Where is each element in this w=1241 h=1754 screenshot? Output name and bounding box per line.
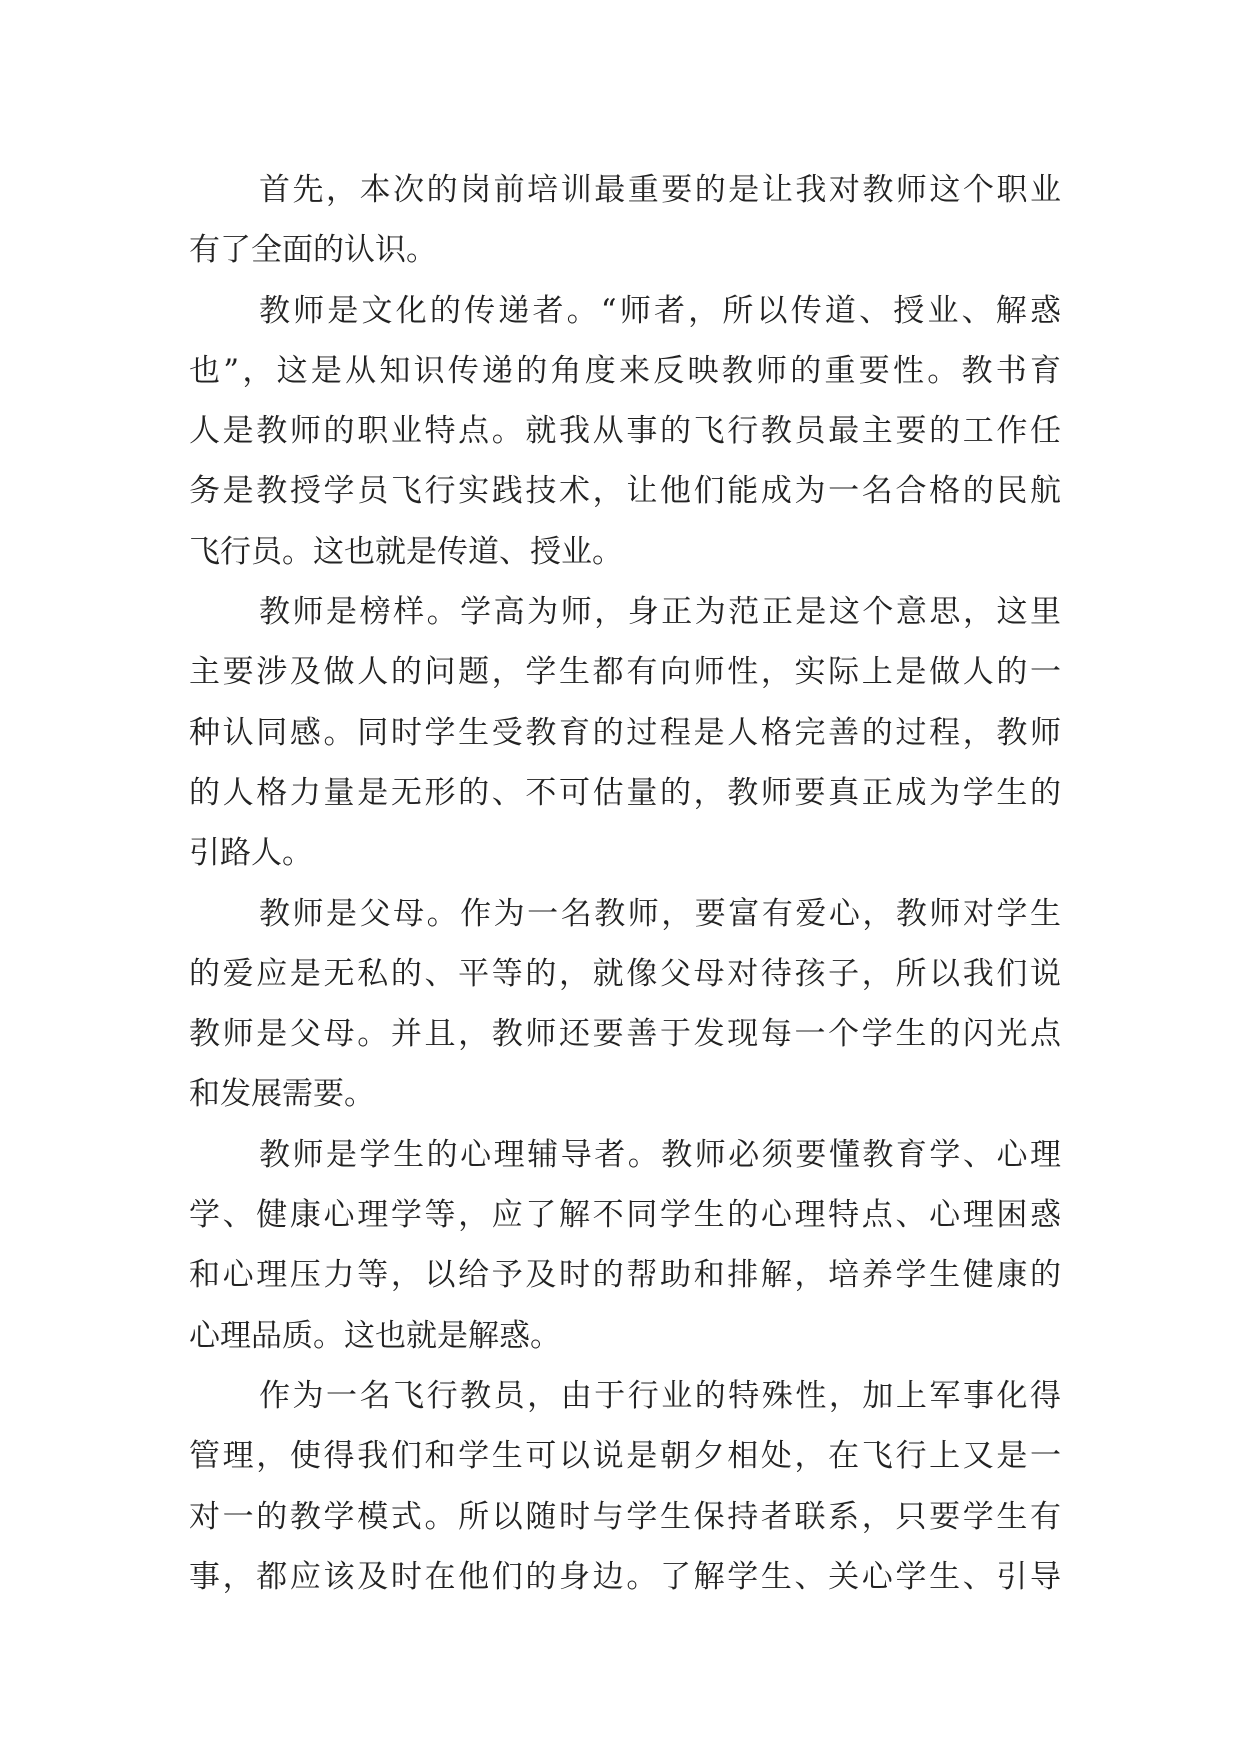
paragraph-line: 教师是文化的传递者。“师者，所以传道、授业、解惑 [259,292,1061,329]
paragraph-line: 种认同感。同时学生受教育的过程是人格完善的过程，教师 [189,714,1061,751]
paragraph-line: 人是教师的职业特点。就我从事的飞行教员最主要的工作任 [189,413,1061,450]
paragraph-line: 引路人。 [189,835,313,872]
paragraph-line: 管理，使得我们和学生可以说是朝夕相处，在飞行上又是一 [189,1438,1061,1475]
paragraph-line: 教师是榜样。学高为师，身正为范正是这个意思，这里 [259,594,1061,631]
paragraph-line: 教师是父母。并且，教师还要善于发现每一个学生的闪光点 [189,1016,1061,1053]
paragraph-line: 学、健康心理学等，应了解不同学生的心理特点、心理困惑 [189,1197,1061,1234]
paragraph-line: 飞行员。这也就是传道、授业。 [189,533,623,570]
paragraph-line: 务是教授学员飞行实践技术，让他们能成为一名合格的民航 [189,473,1061,510]
paragraph-line: 的爱应是无私的、平等的，就像父母对待孩子，所以我们说 [189,955,1061,992]
paragraph-line: 对一的教学模式。所以随时与学生保持者联系，只要学生有 [189,1498,1061,1535]
paragraph-line: 有了全面的认识。 [189,232,437,269]
paragraph-line: 作为一名飞行教员，由于行业的特殊性，加上军事化得 [259,1377,1061,1414]
paragraph-line: 也”，这是从知识传递的角度来反映教师的重要性。教书育 [189,352,1061,389]
paragraph-line: 教师是父母。作为一名教师，要富有爱心，教师对学生 [259,895,1061,932]
paragraph-line: 和发展需要。 [189,1076,375,1113]
paragraph-line: 主要涉及做人的问题，学生都有向师性，实际上是做人的一 [189,654,1061,691]
paragraph-line: 心理品质。这也就是解惑。 [189,1317,561,1354]
paragraph-line: 的人格力量是无形的、不可估量的，教师要真正成为学生的 [189,774,1061,811]
paragraph-line: 事，都应该及时在他们的身边。了解学生、关心学生、引导 [189,1558,1061,1595]
paragraph-line: 首先，本次的岗前培训最重要的是让我对教师这个职业 [259,172,1061,208]
paragraph-line: 教师是学生的心理辅导者。教师必须要懂教育学、心理 [259,1136,1061,1173]
paragraph-line: 和心理压力等，以给予及时的帮助和排解，培养学生健康的 [189,1257,1061,1294]
document-body [189,160,1061,1607]
